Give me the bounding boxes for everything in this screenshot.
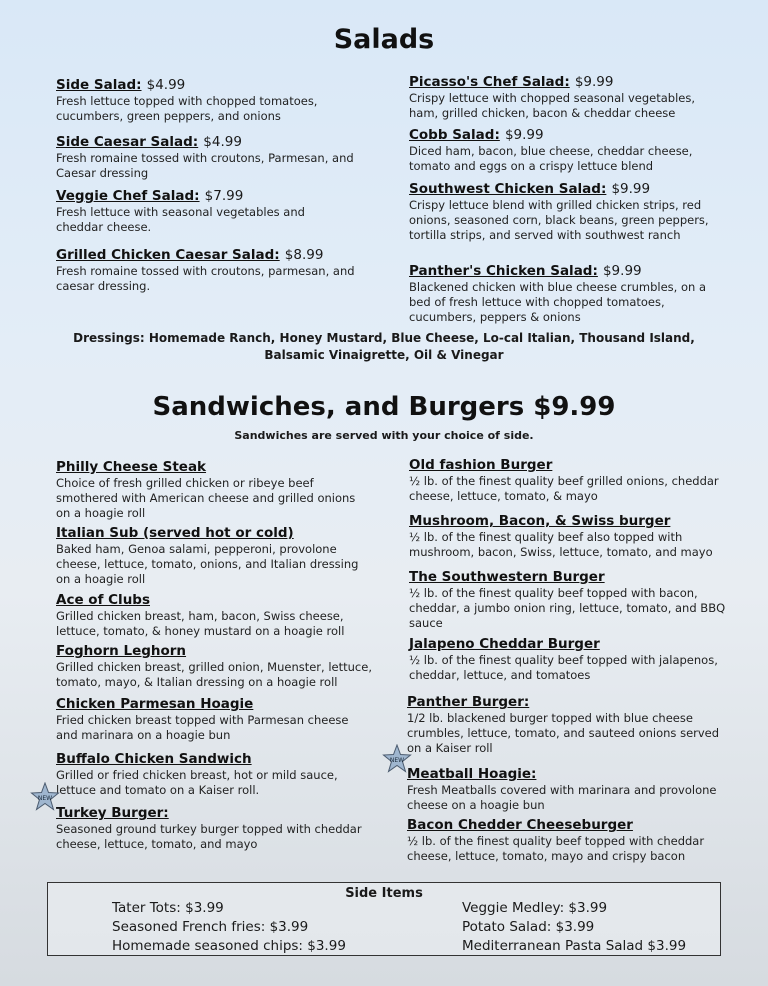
side-item: Potato Salad: $3.99 [462,919,595,935]
item-description: Crispy lettuce with chopped seasonal vegetables, ham, grilled chicken, bacon & cheddar cheese [409,91,696,120]
sandwiches-heading: Sandwiches, and Burgers $9.99 [152,392,616,422]
salads-heading: Salads [333,24,435,55]
item-price: $9.99 [602,263,642,279]
side-item: Veggie Medley: $3.99 [462,900,608,916]
menu-item [409,178,724,243]
item-description: ½ lb. of the finest quality beef topped with bacon, cheddar, a jumbo onion ring, lettuce, tomato, and BBQ sauce [409,586,726,630]
item-name: Southwest Chicken Salad: [409,181,607,197]
side-items-heading: Side Items [345,886,423,901]
item-price: $9.99 [611,181,651,197]
item-name: Buffalo Chicken Sandwich [56,751,252,767]
item-name: Jalapeno Cheddar Burger [409,636,600,652]
item-description: ½ lb. of the finest quality beef also topped with mushroom, bacon, Swiss, lettuce, tomato, and mayo [409,530,713,559]
item-description: Diced ham, bacon, blue cheese, cheddar cheese, tomato and eggs on a crispy lettuce blend [409,144,693,173]
item-description: Fried chicken breast topped with Parmesan cheese and marinara on a hoagie bun [56,713,349,742]
menu-item [56,185,336,235]
menu-item [409,510,729,560]
menu-item [407,763,737,813]
new-star-badge-icon [30,782,60,812]
side-item: Homemade seasoned chips: $3.99 [112,938,346,954]
dressings-list [70,330,698,364]
menu-item [409,260,724,325]
item-description: Baked ham, Genoa salami, pepperoni, provolone cheese, lettuce, tomato, onions, and Italian dressing on a hoagie roll [56,542,359,586]
item-description: Fresh romaine tossed with croutons, Parmesan, and Caesar dressing [56,151,354,180]
item-price: $8.99 [284,247,324,263]
item-name: Meatball Hoagie: [407,766,537,782]
side-item: Tater Tots: $3.99 [112,900,224,916]
item-name: Picasso's Chef Salad: [409,74,570,90]
side-item: Seasoned French fries: $3.99 [112,919,309,935]
new-star-badge-icon [382,744,412,774]
menu-item [56,802,381,852]
item-description: Grilled chicken breast, grilled onion, Muenster, lettuce, tomato, mayo, & Italian dressing on a hoagie roll [56,660,372,689]
item-description: Fresh lettuce topped with chopped tomatoes, cucumbers, green peppers, and onions [56,94,318,123]
menu-item [56,693,366,743]
item-description: Seasoned ground turkey burger topped with cheddar cheese, lettuce, tomato, and mayo [56,822,362,851]
menu-item [56,640,386,690]
item-price: $4.99 [146,77,186,93]
item-price: $7.99 [204,188,244,204]
item-description: ½ lb. of the finest quality beef topped with jalapenos, cheddar, lettuce, and tomatoes [409,653,718,682]
dressings-line: Balsamic Vinaigrette, Oil & Vinegar [264,348,504,362]
item-description: Grilled chicken breast, ham, bacon, Swiss cheese, lettuce, tomato, & honey mustard on a hoagie roll [56,609,345,638]
item-name: Philly Cheese Steak [56,459,207,475]
item-name: Mushroom, Bacon, & Swiss burger [409,513,671,529]
menu-item [409,566,729,631]
item-description: Choice of fresh grilled chicken or ribeye beef smothered with American cheese and grilled onions on a hoagie roll [56,476,356,520]
menu-item [56,589,366,639]
item-price: $9.99 [504,127,544,143]
item-description: 1/2 lb. blackened burger topped with blue cheese crumbles, lettuce, tomato, and sauteed onions served on a Kaiser roll [407,711,720,755]
item-name: Italian Sub (served hot or cold) [56,525,294,541]
item-name: Foghorn Leghorn [56,643,187,659]
item-description: ½ lb. of the finest quality beef grilled onions, cheddar cheese, lettuce, tomato, & mayo [409,474,719,503]
badge-label: NEW [37,795,53,802]
item-name: Old fashion Burger [409,457,553,473]
item-name: Side Caesar Salad: [56,134,199,150]
item-description: Blackened chicken with blue cheese crumbles, on a bed of fresh lettuce with chopped tomatoes, cucumbers, peppers & onions [409,280,706,324]
menu-item [409,454,729,504]
item-description: Crispy lettuce blend with grilled chicken strips, red onions, seasoned corn, black beans, green peppers, tortilla strips, and served with southwest ranch [409,198,709,242]
menu-item [56,748,366,798]
item-name: Ace of Clubs [56,592,150,608]
item-price: $9.99 [574,74,614,90]
menu-item [56,74,356,124]
item-name: Chicken Parmesan Hoagie [56,696,254,712]
item-name: Panther's Chicken Salad: [409,263,598,279]
menu-item [407,691,737,756]
item-name: Grilled Chicken Caesar Salad: [56,247,280,263]
item-name: Cobb Salad: [409,127,500,143]
item-description: Fresh Meatballs covered with marinara and provolone cheese on a hoagie bun [407,783,717,812]
menu-item [409,633,739,683]
sandwiches-subtitle: Sandwiches are served with your choice of side. [234,429,534,442]
side-items-column [462,899,686,956]
side-items-box [47,882,721,956]
item-name: Veggie Chef Salad: [56,188,200,204]
side-item: Mediterranean Pasta Salad $3.99 [462,938,687,954]
item-name: Turkey Burger: [56,805,169,821]
menu-item [56,522,366,587]
menu-item [409,124,724,174]
menu-item [409,71,724,121]
item-description: Fresh romaine tossed with croutons, parmesan, and caesar dressing. [56,264,355,293]
side-items-column [112,899,346,956]
item-description: Grilled or fried chicken breast, hot or mild sauce, lettuce and tomato on a Kaiser roll. [56,768,338,797]
item-description: Fresh lettuce with seasonal vegetables and cheddar cheese. [56,205,305,234]
dressings-line: Dressings: Homemade Ranch, Honey Mustard, Blue Cheese, Lo-cal Italian, Thousand Island, [73,331,695,345]
menu-item [407,814,737,864]
item-name: Side Salad: [56,77,142,93]
badge-label: NEW [389,757,405,764]
menu-item [56,456,366,521]
menu-item [56,131,356,181]
item-description: ½ lb. of the finest quality beef topped with cheddar cheese, lettuce, tomato, mayo and crispy bacon [407,834,705,863]
item-name: Panther Burger: [407,694,530,710]
item-price: $4.99 [203,134,242,150]
item-name: The Southwestern Burger [409,569,605,585]
menu-item [56,244,356,294]
item-name: Bacon Chedder Cheeseburger [407,817,633,833]
